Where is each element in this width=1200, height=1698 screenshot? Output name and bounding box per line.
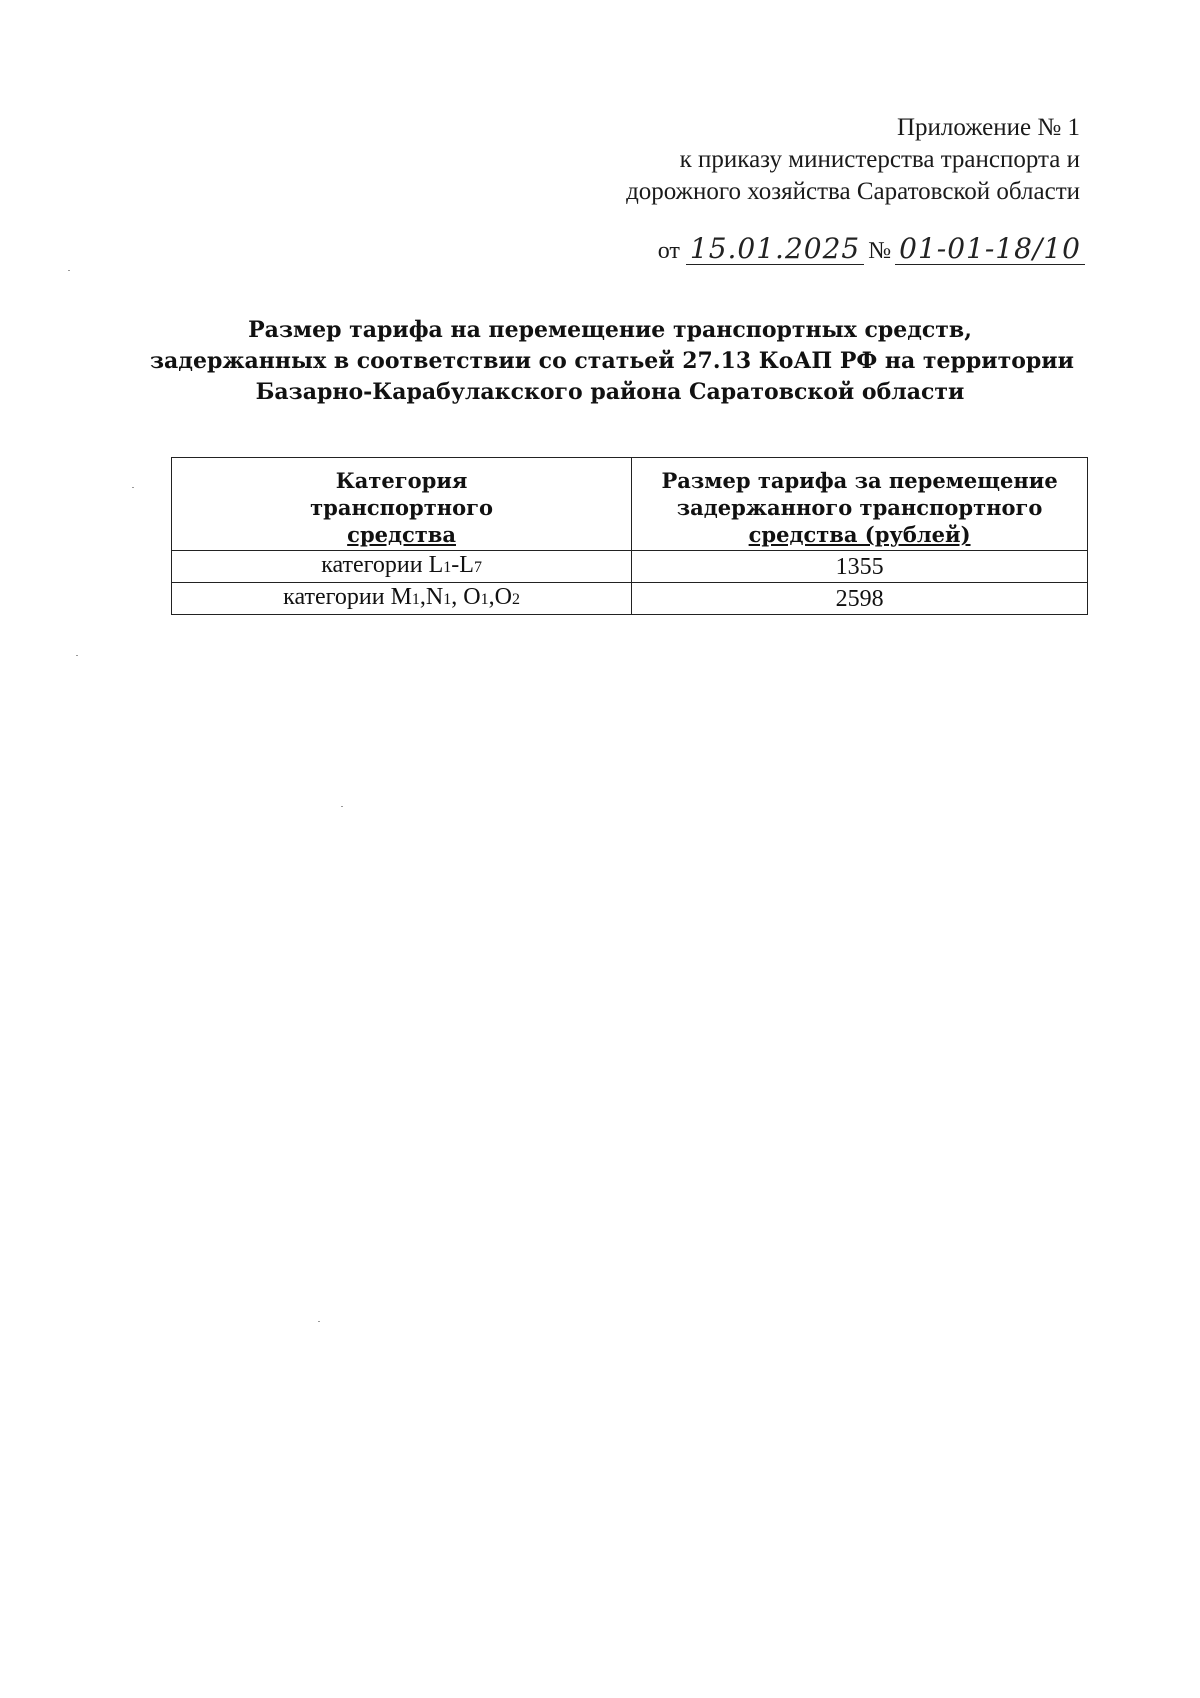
header-tariff-line-2: задержанного транспортного — [676, 495, 1043, 520]
title-line-3: Базарно-Карабулакского района Саратовской области — [255, 379, 965, 405]
table-row — [172, 551, 1088, 583]
scan-speck — [68, 270, 70, 271]
appendix-number: Приложение № 1 — [896, 114, 1080, 141]
table-header-row — [172, 458, 1088, 551]
appendix-header — [626, 112, 1080, 208]
scan-speck — [341, 806, 343, 807]
row-category-cell — [172, 583, 632, 615]
appendix-ministry: дорожного хозяйства Саратовской области — [626, 178, 1080, 205]
category-prefix: категории — [283, 584, 391, 610]
order-date-prefix: от — [657, 238, 680, 264]
header-tariff-line-3: средства (рублей) — [748, 522, 971, 547]
category-index: 1 — [443, 591, 452, 608]
header-vehicle-category — [172, 458, 632, 551]
category-index: 1 — [443, 559, 452, 576]
category-code: ,O — [488, 584, 512, 610]
tariff-table — [171, 457, 1088, 615]
handwritten-order-date: 15.01.2025 — [686, 234, 864, 265]
row-tariff-cell: 2598 — [632, 583, 1088, 615]
order-date-number — [658, 234, 1085, 265]
row-tariff-cell: 1355 — [632, 551, 1088, 583]
category-code: ,N — [419, 584, 444, 610]
appendix-order-reference: к приказу министерства транспорта и — [679, 146, 1080, 173]
category-index: 7 — [473, 559, 482, 576]
category-code: , O — [451, 584, 481, 610]
header-category-line-2: транспортного — [310, 495, 493, 520]
title-line-2: задержанных в соответствии со статьей 27.13 КоАП РФ на территории — [150, 348, 1074, 374]
row-category-cell — [172, 551, 632, 583]
category-code: M — [390, 584, 412, 610]
header-tariff-amount — [632, 458, 1088, 551]
category-code: -L — [451, 552, 474, 578]
handwritten-order-number: 01-01-18/10 — [895, 234, 1085, 265]
title-line-1: Размер тарифа на перемещение транспортных средств, — [248, 317, 972, 343]
scan-speck — [132, 487, 134, 488]
document-title — [150, 315, 1074, 408]
category-prefix: категории — [321, 552, 429, 578]
category-index: 1 — [480, 591, 489, 608]
header-category-line-1: Категория — [335, 468, 468, 493]
category-code: L — [428, 552, 444, 578]
table-row — [172, 583, 1088, 615]
category-index: 1 — [411, 591, 420, 608]
category-index: 2 — [511, 591, 520, 608]
scan-speck — [76, 655, 78, 656]
order-number-sign: № — [868, 238, 892, 264]
header-tariff-line-1: Размер тарифа за перемещение — [661, 468, 1058, 493]
header-category-line-3: средства — [347, 522, 456, 547]
scan-speck — [318, 1321, 320, 1322]
